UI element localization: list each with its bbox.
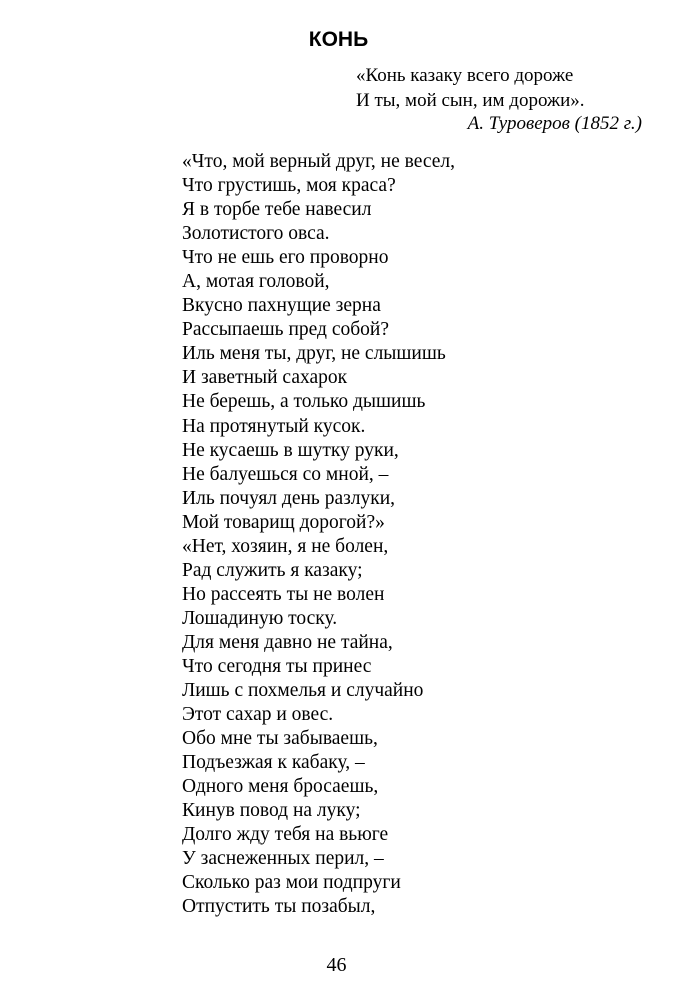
poem-line: Иль почуял день разлуки, [182,487,396,509]
poem-line: Этот сахар и овес. [182,704,334,726]
epigraph-author: А. Туроверов (1852 г.) [467,113,642,134]
poem-line: На протянутый кусок. [182,415,366,437]
poem-line: Для меня давно не тайна, [182,631,393,653]
poem-line: Золотистого овса. [182,223,330,245]
poem-line: Что сегодня ты принес [182,655,372,677]
poem-line: Иль меня ты, друг, не слышишь [182,343,446,365]
poem-line: Кинув повод на луку; [182,800,361,822]
poem-body [182,150,642,920]
poem-line: Рассыпаешь пред собой? [182,319,389,341]
poem-line: Подъезжая к кабаку, – [182,752,365,774]
poem-line: Но рассеять ты не волен [182,583,385,605]
poem-line: У заснеженных перил, – [182,848,384,870]
poem-line: Вкусно пахнущие зерна [182,295,381,317]
poem-line: Что не ешь его проворно [182,247,389,269]
poem-line: Обо мне ты забываешь, [182,728,378,750]
epigraph-line: «Конь казаку всего дороже [356,65,574,86]
epigraph-line: И ты, мой сын, им дорожи». [356,90,585,111]
poem-line: Не берешь, а только дышишь [182,391,426,413]
poem-line: Что грустишь, моя краса? [182,175,396,197]
page-number: 46 [326,954,347,976]
poem-line: «Что, мой верный друг, не весел, [182,151,455,172]
poem-line: Сколько раз мои подпруги [182,872,401,894]
poem-line: Отпустить ты позабыл, [182,896,376,918]
poem-line: А, мотая головой, [182,271,330,293]
poem-line: Одного меня бросаешь, [182,776,379,798]
poem-line: Долго жду тебя на вьюге [182,824,389,846]
poem-line: Не кусаешь в шутку руки, [182,439,399,461]
poem-line: Лошадиную тоску. [182,607,338,629]
poem-title: КОНЬ [308,28,369,51]
epigraph [356,63,646,113]
poem-line: И заветный сахарок [182,367,348,389]
poem-line: Рад служить я казаку; [182,559,363,581]
poem-line: Лишь с похмелья и случайно [182,680,424,702]
poem-line: Я в торбе тебе навесил [182,199,372,221]
poem-line: «Нет, хозяин, я не болен, [182,535,389,557]
poem-line: Не балуешься со мной, – [182,463,389,485]
poem-line: Мой товарищ дорогой?» [182,511,385,533]
